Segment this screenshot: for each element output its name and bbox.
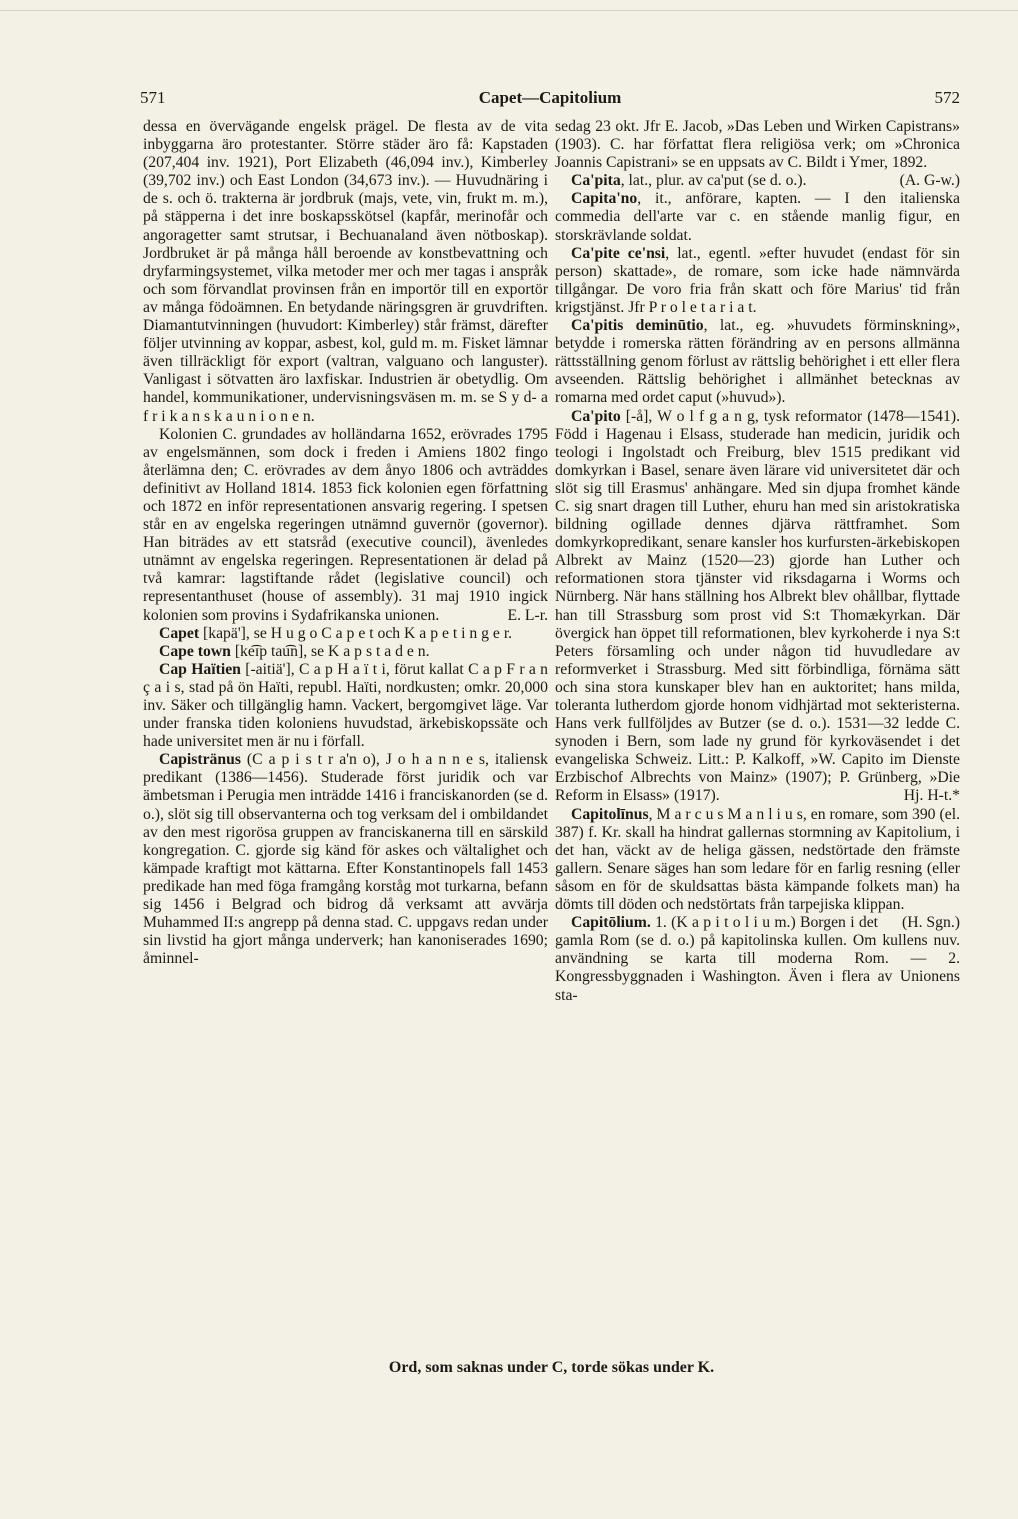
running-head: Capet—Capitolium — [478, 88, 622, 107]
entry — [555, 245, 960, 317]
entry-text: , it., anförare, kapten. — I den italienska commedia dell'arte var c. en stående manlig figur, en storskrävlande soldat. — [555, 190, 960, 244]
entry — [555, 408, 960, 806]
entry-text: , M a r c u s M a n l i u s, en romare, som 390 (el. 387) f. Kr. skall ha hindrat gallernas stormning av Kapitolium, i det han, väckt av de heliga gässen, nedstörtade den främste gallern. Senare säges han som ledare för en farlig resning (eller såsom en för de skuldsattas bästa kämpande folkets man) ha dömts till döden och nedstörtats från tarpejiska klippan. — [555, 805, 960, 914]
entry-text: [-å], W o l f g a n g, tysk reformator (1478—1541). Född i Hagenau i Elsass, studerade han medicin, juridik och teologi i Ingolstadt och Freiburg, blev 1515 predikant vid domkyrkan i Basel, senare även lärare vid universitetet där och slöt sig till Erasmus' anhängare. Med sin djupa fromhet kände C. sig snart dragen till Luther, ehuru han med sin aristokratiska bildning ogillade dennes djärva rättframhet. Som domkyrkopredikant, senare kansler hos kurfursten-ärkebiskopen Albrekt av Mainz (1520—23) gjorde han Luther och reformationen stora tjänster vid riksdagarna i Worms och Nürnberg. När hans ställning hos Albrekt blev ohållbar, flyttade han till Strassburg som prost vid S:t Thomækyrkan. Där övergick han öppet till reformationen, blev kyrkoherde i nya S:t Peters församling och under någon tid huvudledare av reformverket i Strassburg. Med sitt förbindliga, förnäma sätt och sina stora kunskaper blev han en auktoritet; hans milda, toleranta lutherdom gjorde honom vidhjärtad mot sekteristerna. Hans verk fullföljdes av Butzer (se d. o.). 1531—32 ledde C. synoden i Bern, som lade ny grund för kyrkoväsendet i det evangeliska Schweiz. Litt.: P. Kalkoff, »W. Capito im Dienste Erzbischof Albrechts von Mainz» (1907); P. Grünberg, »Die Reform in Elsass» (1917). — [555, 407, 960, 805]
entry-headword: Ca'pite ce'nsi — [571, 244, 666, 262]
author-signature: (A. G-w.) — [899, 172, 960, 190]
entry-text: [ke͡ɪp tau͡n], se K a p s t a d e n. — [234, 642, 430, 660]
page-header — [140, 88, 960, 112]
entry-text: [-aitiä'], C a p H a ï t i, förut kallat C a p F r a n ç a i s, stad på ön Haïti, republ. Haïti, nordkusten; omkr. 20,000 inv. Säker och tillgänglig hamn. Vackert, bergomgivet läge. Var under franska tiden koloniens huvudstad, ärkebiskopssäte och hade universitet men är nu i förfall. — [143, 660, 548, 751]
entry — [555, 317, 960, 407]
entry-text: , lat., plur. av ca'put (se d. o.). — [620, 172, 807, 190]
entry-headword: Ca'pitis deminūtio — [571, 317, 704, 335]
entry-text: 1. (K a p i t o l i u m.) Borgen i det gamla Rom (se d. o.) på kapitolinska kullen. Om kullens nuv. användning se karta till moderna Rom. — 2. Kongressbyggnaden i Washington. Även i flera av Unionens sta- — [555, 914, 960, 1004]
paragraph: dessa en övervägande engelsk prägel. De flesta av de vita inbyggarna äro protestanter. Större städer äro få: Kapstaden (207,404 inv. 1921), Port Elizabeth (46,094 inv.), Kimberley (39,702 inv.) och East London (34,673 inv.). — Huvudnäring i de s. och ö. trakterna är jordbruk (majs, vete, vin, frukt m. m.), på stäpperna i det inre boskapsskötsel (kapfår, merinofår och angoragetter samt strutsar, i Bechuanaland även nötboskap). Jordbruket är på många håll beroende av konstbevattning och dryfarmingsystemet, vilka metoder mer och mer tagas i anspråk och som förvandlat provinsen från en importör till en exportör av många födoämnen. En betydande näringsgren är gruvdriften. Diamantutvinningen (huvudort: Kimberley) står främst, därefter följer utvinning av koppar, asbest, kol, guld m. m. Fisket lämnar även tillräckligt för export (valtran, valguano och languster). Vanligast i sötvatten äro laxfiskar. Industrien är obetydlig. Om handel, kommunikationer, undervisningsväsen m. m. se S y d- a f r i k a n s k a u n i o n e n. — [143, 118, 548, 425]
author-signature: (H. Sgn.) — [902, 914, 960, 932]
page-number-right: 572 — [934, 88, 960, 107]
entry-headword: Cap Haïtien — [159, 660, 241, 678]
paragraph-text: Kolonien C. grundades av holländarna 1652, erövrades 1795 av engelsmännen, som dock i freden i Amiens 1802 fingo återlämna den; C. erövrades av dem ånyo 1806 och avträddes definitivt av Holland 1814. 1853 fick kolonien egen författning och 1872 en inför representationen ansvarig regering. I spetsen står en av engelska regeringen utnämnd guvernör (governor). Han biträdes av ett statsråd (executive council), ävenledes utnämnt av engelska regeringen. Representationen är delad på två kamrar: lagstiftande rådet (legislative council) och representanthuset (house of assembly). 31 maj 1910 ingick kolonien som provins i Sydafrikanska unionen. — [143, 425, 548, 624]
entry — [143, 661, 548, 751]
entry — [143, 751, 548, 968]
entry-text: [kapä'], se H u g o C a p e t och K a p e t i n g e r. — [203, 624, 513, 642]
paragraph-text: sedag 23 okt. Jfr E. Jacob, »Das Leben und Wirken Capistrans» (1903). C. har författat flera religiösa verk; om »Chronica Joannis Capistrani» se en uppsats av C. Bildt i Ymer, 1892. — [555, 118, 960, 172]
entry-headword: Capita'no — [571, 190, 638, 208]
entry — [143, 625, 548, 643]
entry-text: , lat., eg. »huvudets förminskning», betydde i romerska rätten förändring av en persons allmänna rättsställning genom förlust av rättslig behörighet i ett eller flera avseenden. Rättslig behörighet i allmänhet betecknas av romarna med ordet caput (»huvud»). — [555, 317, 960, 407]
entry-headword: Capistränus — [159, 751, 241, 769]
author-signature: Hj. H-t.* — [903, 787, 960, 805]
page-number-left: 571 — [140, 88, 166, 107]
top-border-line — [0, 10, 1018, 11]
entry — [555, 190, 960, 244]
entry-text: , lat., egentl. »efter huvudet (endast för sin person) skattade», de romare, som icke hade nämnvärda tillgångar. De voro fria från skatt och före Marius' tid från krigstjänst. Jfr P r o l e t a r i a t. — [555, 244, 960, 316]
author-signature: E. L-r. — [507, 606, 548, 624]
entry-headword: Cape town — [159, 642, 231, 660]
entry-headword: Capitōlium. — [571, 914, 651, 932]
entry-headword: Ca'pita — [571, 172, 621, 190]
entry — [143, 643, 548, 661]
right-column — [555, 118, 960, 1358]
footer-note: Ord, som saknas under C, torde sökas under K. — [388, 1359, 715, 1376]
entry-text: (C a p i s t r a'n o), J o h a n n e s, italiensk predikant (1386—1456). Studerade först juridik och var ämbetsman i Perugia men inträdde 1416 i franciskanorden (se d. o.), slöt sig till observanterna och tog verksam del i ombildandet av den mest rigorösa gruppen av franciskanerna till en särskild kongregation. C. gjorde sig känd för askes och vältalighet och kämpade kraftigt mot kättarna. Efter Konstantinopels fall 1453 predikade han med föga framgång korståg mot turkarna, befann sig 1456 i Belgrad och bidrog då verksamt att avvärja Muhammed II:s angrepp på denna stad. C. uppgavs redan under sin livstid ha gjort många underverk; han kanoniserades 1690; åminnel- — [143, 751, 548, 968]
left-column — [143, 118, 548, 1358]
entry-headword: Capet — [159, 624, 200, 642]
entry-headword: Ca'pito — [571, 407, 621, 425]
paragraph — [143, 426, 548, 625]
entry-headword: Capitolīnus — [571, 805, 649, 823]
